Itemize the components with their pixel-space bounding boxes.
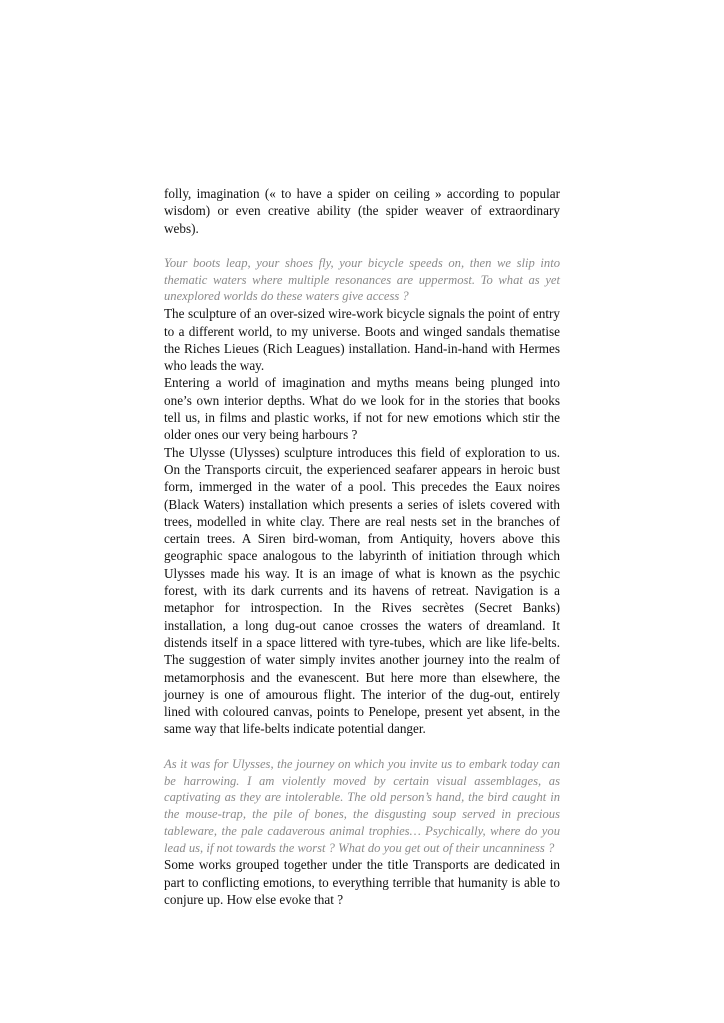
paragraph-folly: folly, imagination (« to have a spider on ceiling » according to popular wisdom) or even creative ability (the spider weaver of extraordinary webs).: [164, 186, 560, 236]
block-spacer: [164, 237, 560, 255]
paragraph-ulysse-sculpture: The Ulysse (Ulysses) sculpture introduces this field of exploration to us. On the Transports circuit, the experienced seafarer appears in heroic bust form, immerged in the water of a pool. This precedes the Eaux noires (Black Waters) installation which presents a series of islets covered with trees, modelled in white clay. There are real nests set in the branches of certain trees. A Siren bird-woman, from Antiquity, hovers above this geographic space analogous to the labyrinth of initiation through which Ulysses made his way. It is an image of what is known as the psychic forest, with its dark currents and its havens of retreat. Navigation is a metaphor for introspection. In the Rives secrètes (Secret Banks) installation, a long dug-out canoe crosses the waters of dreamland. It distends itself in a space littered with tyre-tubes, which are like life-belts. The suggestion of water simply invites another journey into the realm of metamorphosis and the evanescent. But here more than elsewhere, the journey is one of amourous flight. The interior of the dug-out, entirely lined with coloured canvas, points to Penelope, present yet absent, in the same way that life-belts indicate potential danger.: [164, 444, 560, 737]
interview-question-boots: Your boots leap, your shoes fly, your bicycle speeds on, then we slip into thematic waters where multiple resonances are uppermost. To what as yet unexplored worlds do these waters give access ?: [164, 255, 560, 304]
paragraph-imagination-myths: Entering a world of imagination and myths means being plunged into one’s own interior depths. What do we look for in the stories that books tell us, in films and plastic works, if not for new emotions which stir the older ones our very being harbours ?: [164, 375, 560, 443]
paragraph-bicycle-sculpture: The sculpture of an over-sized wire-work bicycle signals the point of entry to a different world, to my universe. Boots and winged sandals thematise the Riches Lieues (Rich Leagues) installation. Hand-in-hand with Hermes who leads the way.: [164, 306, 560, 374]
block-spacer: [164, 738, 560, 756]
paragraph-transports: Some works grouped together under the title Transports are dedicated in part to conflicting emotions, to everything terrible that humanity is able to conjure up. How else evoke that ?: [164, 857, 560, 908]
document-page: [164, 185, 560, 908]
interview-question-ulysses: As it was for Ulysses, the journey on which you invite us to embark today can be harrowing. I am violently moved by certain visual assemblages, as captivating as they are intolerable. The old person’s hand, the bird caught in the mouse-trap, the pile of bones, the disgusting soup served in precious tableware, the pale cadaverous animal trophies… Psychically, where do you lead us, if not towards the worst ? What do you get out of their uncanniness ?: [164, 756, 560, 855]
